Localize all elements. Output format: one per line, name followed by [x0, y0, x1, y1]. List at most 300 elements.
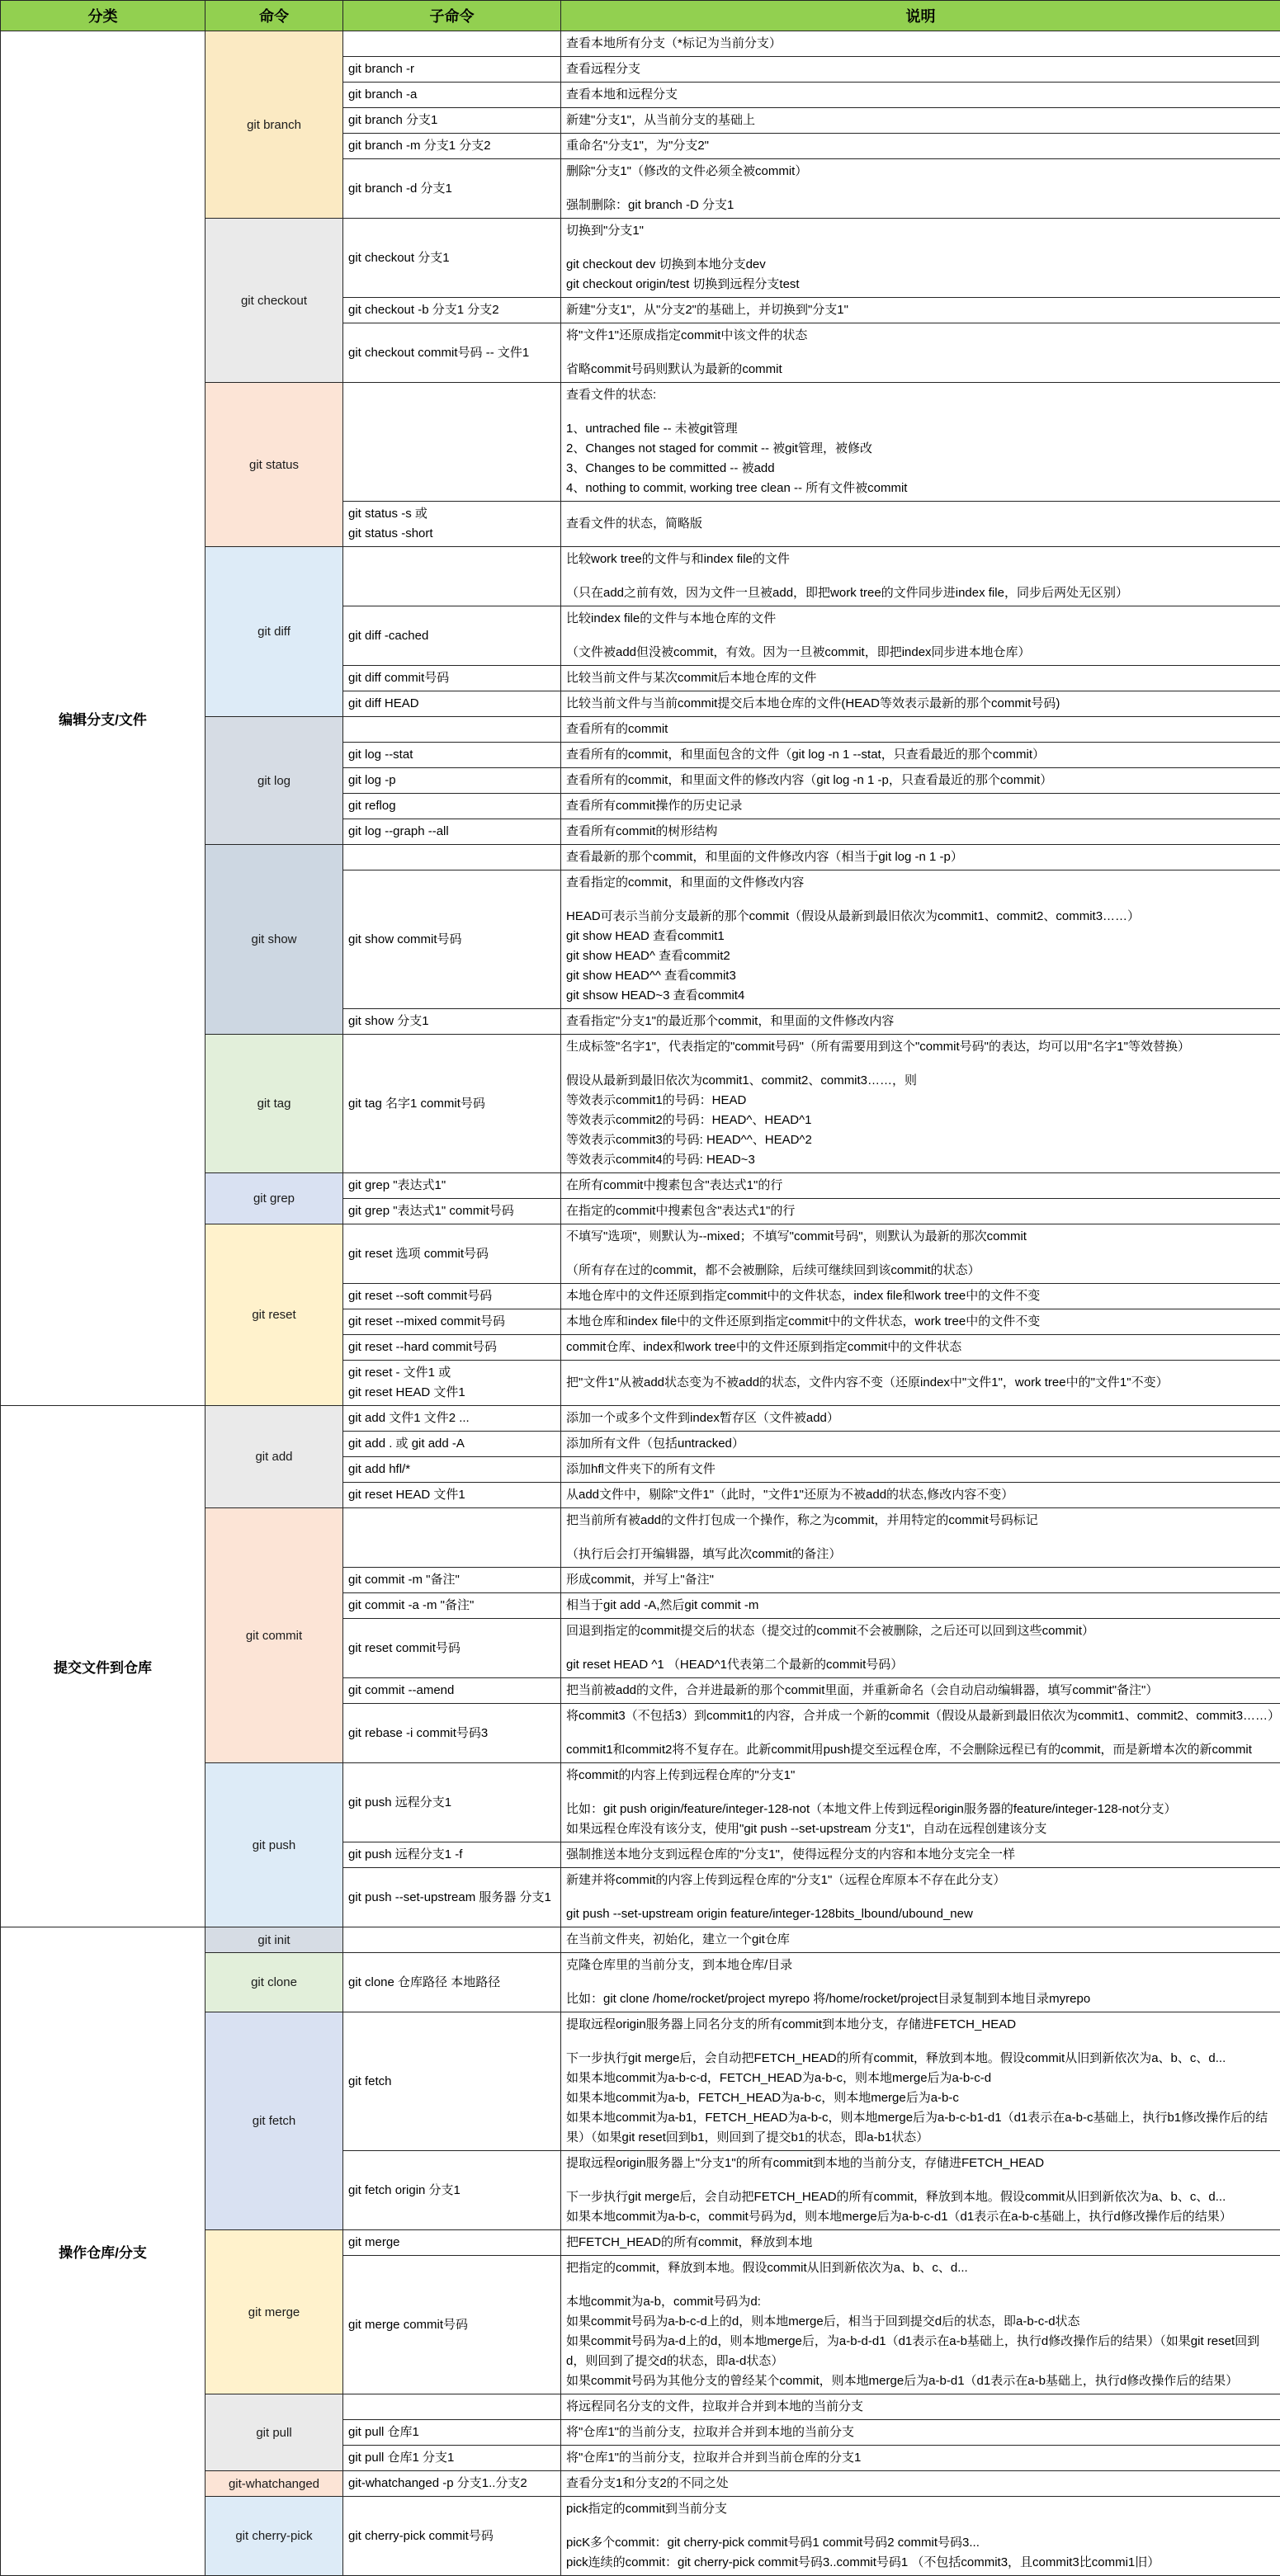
text-line: git add 文件1 文件2 ... [348, 1408, 555, 1428]
text-line: picK多个commit：git cherry-pick commit号码1 commit号码2 commit号码3... [566, 2533, 1275, 2553]
text-line: 新建并将commit的内容上传到远程仓库的"分支1"（远程仓库原本不存在此分支） [566, 1871, 1275, 1890]
text-line: 比较当前文件与某次commit后本地仓库的文件 [566, 668, 1275, 688]
subcommand-cell[interactable] [343, 1284, 561, 1309]
text-line: 本地仓库和index file中的文件还原到指定commit中的文件状态，work tree中的文件不变 [566, 1312, 1275, 1332]
description-cell[interactable] [561, 691, 1280, 717]
subcommand-cell[interactable] [343, 2420, 561, 2446]
description-cell[interactable] [561, 1199, 1280, 1224]
description-cell[interactable] [561, 1432, 1280, 1457]
subcommand-cell[interactable] [343, 1432, 561, 1457]
text-line: 新建"分支1"，从"分支2"的基础上，并切换到"分支1" [566, 300, 1275, 320]
description-cell[interactable] [561, 845, 1280, 870]
text-line: 等效表示commit4的号码: HEAD~3 [566, 1150, 1275, 1170]
text-line: 在所有commit中搜素包含"表达式1"的行 [566, 1176, 1275, 1196]
subcommand-cell[interactable] [343, 1035, 561, 1173]
description-cell[interactable] [561, 298, 1280, 323]
text-line: git merge [348, 2233, 555, 2253]
subcommand-cell[interactable] [343, 691, 561, 717]
text-line [566, 1247, 1275, 1261]
text-line: HEAD可表示当前分支最新的那个commit（假设从最新到最旧依次为commit1、commit2、commit3……） [566, 907, 1275, 927]
description-cell[interactable] [561, 2420, 1280, 2446]
command-cell[interactable]: git add [205, 1406, 343, 1508]
text-line: 添加所有文件（包括untracked） [566, 1434, 1275, 1454]
text-line: git clone 仓库路径 本地路径 [348, 1973, 555, 1993]
text-line: 4、nothing to commit, working tree clean -- 所有文件被commit [566, 479, 1275, 498]
description-cell[interactable] [561, 83, 1280, 108]
text-line: 本地仓库中的文件还原到指定commit中的文件状态，index file和work tree中的文件不变 [566, 1286, 1275, 1306]
subcommand-cell[interactable] [343, 1224, 561, 1284]
text-line: 删除"分支1"（修改的文件必须全被commit） [566, 162, 1275, 182]
description-cell[interactable] [561, 1335, 1280, 1361]
subcommand-cell[interactable] [343, 1593, 561, 1619]
description-cell[interactable] [561, 1678, 1280, 1704]
description-cell[interactable] [561, 1704, 1280, 1763]
text-line [566, 2278, 1275, 2292]
command-cell[interactable]: git fetch [205, 2012, 343, 2230]
text-line: git commit -m "备注" [348, 1570, 555, 1590]
text-line: git grep "表达式1" [348, 1176, 555, 1196]
command-cell[interactable]: git cherry-pick [205, 2497, 343, 2576]
description-cell[interactable] [561, 1868, 1280, 1927]
text-line: git tag 名字1 commit号码 [348, 1094, 555, 1114]
text-line: 如果本地commit为a-b1，FETCH_HEAD为a-b-c，则本地merge后为a-b-c-b1-d1（d1表示在a-b-c基础上，执行b1修改操作后的结果）（如果git reset回到b1，则回到了提交b1的状态，即a-b1状态） [566, 2108, 1275, 2148]
text-line [566, 1890, 1275, 1904]
text-line: 下一步执行git merge后，会自动把FETCH_HEAD的所有commit，释放到本地。假设commit从旧到新依次为a、b、c、d... [566, 2187, 1275, 2207]
text-line: git log --stat [348, 745, 555, 765]
text-line: git branch -r [348, 59, 555, 79]
subcommand-cell[interactable] [343, 108, 561, 134]
subcommand-cell[interactable] [343, 2256, 561, 2394]
description-cell[interactable] [561, 1619, 1280, 1678]
subcommand-cell[interactable] [343, 794, 561, 819]
description-cell[interactable] [561, 1406, 1280, 1432]
text-line: 如果commit号码为其他分支的曾经某个commit，则本地merge后为a-b-d1（d1表示在a-b基础上，执行d修改操作后的结果） [566, 2371, 1275, 2391]
text-line: git push --set-upstream origin feature/integer-128bits_lbound/ubound_new [566, 1904, 1275, 1924]
text-line: git checkout -b 分支1 分支2 [348, 300, 555, 320]
text-line: 等效表示commit3的号码: HEAD^^、HEAD^2 [566, 1130, 1275, 1150]
text-line [566, 1786, 1275, 1800]
text-line: 在当前文件夹，初始化，建立一个git仓库 [566, 1930, 1275, 1950]
command-cell[interactable]: git diff [205, 547, 343, 717]
table-row [1, 31, 1280, 57]
text-line: 将"文件1"还原成指定commit中该文件的状态 [566, 326, 1275, 346]
subcommand-cell[interactable] [343, 1457, 561, 1483]
text-line: git reset HEAD 文件1 [348, 1383, 555, 1403]
text-line: git diff HEAD [348, 694, 555, 714]
subcommand-cell[interactable] [343, 768, 561, 794]
description-cell[interactable] [561, 1224, 1280, 1284]
text-line: git rebase -i commit号码3 [348, 1724, 555, 1743]
subcommand-cell[interactable] [343, 2471, 561, 2497]
text-line: 将commit3（不包括3）到commit1的内容，合并成一个新的commit（假设从最新到最旧依次为commit1、commit2、commit3……） [566, 1706, 1275, 1726]
text-line: 将"仓库1"的当前分支，拉取并合并到当前仓库的分支1 [566, 2448, 1275, 2468]
text-line: 在指定的commit中搜素包含"表达式1"的行 [566, 1201, 1275, 1221]
text-line [566, 1726, 1275, 1740]
text-line [566, 1057, 1275, 1071]
command-cell[interactable]: git init [205, 1927, 343, 1953]
subcommand-cell[interactable] [343, 1568, 561, 1593]
description-cell[interactable] [561, 2012, 1280, 2151]
command-cell[interactable]: git commit [205, 1508, 343, 1763]
text-line: 相当于git add -A,然后git commit -m [566, 1596, 1275, 1616]
text-line: commit1和commit2将不复存在。此新commit用push提交至远程仓库，不会删除远程已有的commit，而是新增本次的新commit [566, 1740, 1275, 1760]
text-line: 提取远程origin服务器上同名分支的所有commit到本地分支，存储进FETCH_HEAD [566, 2015, 1275, 2035]
text-line: 回退到指定的commit提交后的状态（提交过的commit不会被删除，之后还可以回到这些commit） [566, 1621, 1275, 1641]
text-line: git diff -cached [348, 626, 555, 646]
description-cell[interactable] [561, 1361, 1280, 1406]
subcommand-cell[interactable] [343, 1173, 561, 1199]
text-line: 把当前所有被add的文件打包成一个操作，称之为commit，并用特定的commit号码标记 [566, 1511, 1275, 1531]
text-line: git commit --amend [348, 1681, 555, 1701]
text-line: pick指定的commit到当前分支 [566, 2499, 1275, 2519]
subcommand-cell[interactable] [343, 666, 561, 691]
description-cell[interactable] [561, 57, 1280, 83]
text-line: 如果commit号码为a-b-c-d上的d，则本地merge后，相当于回到提交d后的状态，即a-b-c-d状态 [566, 2312, 1275, 2332]
text-line [566, 241, 1275, 255]
subcommand-cell[interactable] [343, 1406, 561, 1432]
text-line: 强制删除：git branch -D 分支1 [566, 196, 1275, 215]
description-cell[interactable] [561, 502, 1280, 547]
text-line: 将commit的内容上传到远程仓库的"分支1" [566, 1766, 1275, 1786]
text-line: 查看本地和远程分支 [566, 85, 1275, 105]
text-line: 3、Changes to be committed -- 被add [566, 459, 1275, 479]
category-cell[interactable]: 操作仓库/分支 [1, 1927, 205, 2576]
text-line: 查看远程分支 [566, 59, 1275, 79]
header-cell-subcommand[interactable]: 子命令 [343, 1, 561, 31]
text-line: 把指定的commit，释放到本地。假设commit从旧到新依次为a、b、c、d... [566, 2258, 1275, 2278]
description-cell[interactable] [561, 1009, 1280, 1035]
subcommand-cell[interactable] [343, 717, 561, 743]
text-line: git branch 分支1 [348, 111, 555, 130]
text-line: 查看文件的状态: [566, 385, 1275, 405]
description-cell[interactable] [561, 31, 1280, 57]
text-line: git checkout commit号码 -- 文件1 [348, 343, 555, 363]
text-line [566, 2035, 1275, 2049]
category-cell[interactable]: 提交文件到仓库 [1, 1406, 205, 1927]
text-line: 查看最新的那个commit，和里面的文件修改内容（相当于git log -n 1 -p） [566, 847, 1275, 867]
text-line [566, 405, 1275, 419]
description-cell[interactable] [561, 323, 1280, 383]
text-line: git fetch [348, 2072, 555, 2092]
table-body [1, 31, 1280, 2576]
subcommand-cell[interactable] [343, 1868, 561, 1927]
text-line: commit仓库、index和work tree中的文件还原到指定commit中的文件状态 [566, 1338, 1275, 1357]
text-line: git show HEAD^^ 查看commit3 [566, 966, 1275, 986]
text-line: git reset - 文件1 或 [348, 1363, 555, 1383]
command-cell[interactable]: git merge [205, 2230, 343, 2394]
text-line: 将"仓库1"的当前分支，拉取并合并到本地的当前分支 [566, 2423, 1275, 2442]
text-line: 比较work tree的文件与和index file的文件 [566, 550, 1275, 569]
description-cell[interactable] [561, 159, 1280, 219]
text-line: git checkout dev 切换到本地分支dev [566, 255, 1275, 275]
header-cell-command[interactable]: 命令 [205, 1, 343, 31]
text-line: 查看文件的状态，简略版 [566, 514, 1275, 534]
description-cell[interactable] [561, 108, 1280, 134]
subcommand-cell[interactable] [343, 1763, 561, 1842]
text-line: git reset --soft commit号码 [348, 1286, 555, 1306]
text-line: 强制推送本地分支到远程仓库的"分支1"，使得远程分支的内容和本地分支完全一样 [566, 1845, 1275, 1865]
text-line [566, 1975, 1275, 1989]
command-cell[interactable]: git reset [205, 1224, 343, 1406]
description-cell[interactable] [561, 2446, 1280, 2471]
text-line: git show 分支1 [348, 1012, 555, 1031]
description-cell[interactable] [561, 2394, 1280, 2420]
text-line: 查看所有的commit [566, 719, 1275, 739]
text-line: （执行后会打开编辑器，填写此次commit的备注） [566, 1545, 1275, 1564]
description-cell[interactable] [561, 717, 1280, 743]
text-line: 查看所有的commit，和里面文件的修改内容（git log -n 1 -p，只查看最近的那个commit） [566, 771, 1275, 790]
text-line: 查看分支1和分支2的不同之处 [566, 2474, 1275, 2493]
text-line [566, 182, 1275, 196]
text-line: （只在add之前有效，因为文件一旦被add，即把work tree的文件同步进index file，同步后两处无区别） [566, 583, 1275, 603]
subcommand-cell[interactable] [343, 2151, 561, 2230]
command-cell[interactable]: git show [205, 845, 343, 1035]
description-cell[interactable] [561, 1309, 1280, 1335]
command-cell[interactable]: git pull [205, 2394, 343, 2471]
description-cell[interactable] [561, 1568, 1280, 1593]
subcommand-cell[interactable] [343, 2394, 561, 2420]
text-line: git reset HEAD 文件1 [348, 1485, 555, 1505]
text-line: git status -s 或 [348, 504, 555, 524]
subcommand-cell[interactable] [343, 383, 561, 502]
description-cell[interactable] [561, 666, 1280, 691]
text-line: git-whatchanged -p 分支1..分支2 [348, 2474, 555, 2493]
text-line: git branch -d 分支1 [348, 179, 555, 199]
description-cell[interactable] [561, 134, 1280, 159]
description-cell[interactable] [561, 768, 1280, 794]
header-cell-category[interactable]: 分类 [1, 1, 205, 31]
description-cell[interactable] [561, 1508, 1280, 1568]
text-line: git checkout 分支1 [348, 248, 555, 268]
text-line: 如果本地commit为a-b，FETCH_HEAD为a-b-c，则本地merge后为a-b-c [566, 2088, 1275, 2108]
description-cell[interactable] [561, 1173, 1280, 1199]
description-cell[interactable] [561, 2230, 1280, 2256]
description-cell[interactable] [561, 219, 1280, 298]
text-line [566, 1641, 1275, 1655]
text-line: 把当前被add的文件，合并进最新的那个commit里面，并重新命名（会自动启动编辑器，填写commit"备注"） [566, 1681, 1275, 1701]
text-line: git merge commit号码 [348, 2315, 555, 2335]
command-cell[interactable]: git log [205, 717, 343, 845]
command-cell[interactable]: git checkout [205, 219, 343, 383]
subcommand-cell[interactable] [343, 819, 561, 845]
text-line: 省略commit号码则默认为最新的commit [566, 360, 1275, 380]
text-line: git push 远程分支1 [348, 1793, 555, 1813]
text-line: git log -p [348, 771, 555, 790]
subcommand-cell[interactable] [343, 1842, 561, 1868]
description-cell[interactable] [561, 383, 1280, 502]
text-line: git branch -m 分支1 分支2 [348, 136, 555, 156]
text-line: 本地commit为a-b，commit号码为d: [566, 2292, 1275, 2312]
text-line: git pull 仓库1 [348, 2423, 555, 2442]
text-line: 如果commit号码为a-d上的d，则本地merge后，为a-b-d-d1（d1表示在a-b基础上，执行d修改操作后的结果）（如果git reset回到d，则回到了提交d的状态，即a-d状态） [566, 2332, 1275, 2371]
table-row [1, 1927, 1280, 1953]
subcommand-cell[interactable] [343, 845, 561, 870]
text-line: （文件被add但没被commit，有效。因为一旦被commit，即把index同步进本地仓库） [566, 643, 1275, 663]
text-line: git push 远程分支1 -f [348, 1845, 555, 1865]
subcommand-cell[interactable] [343, 1927, 561, 1953]
text-line: 如果本地commit为a-b-c，commit号码为d，则本地merge后为a-b-c-d1（d1表示在a-b-c基础上，执行d修改操作后的结果） [566, 2207, 1275, 2227]
command-cell[interactable]: git-whatchanged [205, 2471, 343, 2497]
text-line: git reset --hard commit号码 [348, 1338, 555, 1357]
text-line: git show HEAD^ 查看commit2 [566, 946, 1275, 966]
subcommand-cell[interactable] [343, 2446, 561, 2471]
text-line: git status -short [348, 524, 555, 544]
text-line: 比较当前文件与当前commit提交后本地仓库的文件(HEAD等效表示最新的那个commit号码) [566, 694, 1275, 714]
command-cell[interactable]: git branch [205, 31, 343, 219]
subcommand-cell[interactable] [343, 606, 561, 666]
subcommand-cell[interactable] [343, 57, 561, 83]
text-line: 形成commit，并写上"备注" [566, 1570, 1275, 1590]
text-line: git reset 选项 commit号码 [348, 1244, 555, 1264]
text-line: 提取远程origin服务器上"分支1"的所有commit到本地的当前分支，存储进FETCH_HEAD [566, 2154, 1275, 2173]
text-line: git reflog [348, 796, 555, 816]
text-line: git diff commit号码 [348, 668, 555, 688]
text-line: 把FETCH_HEAD的所有commit，释放到本地 [566, 2233, 1275, 2253]
subcommand-cell[interactable] [343, 547, 561, 606]
text-line: 添加一个或多个文件到index暂存区（文件被add） [566, 1408, 1275, 1428]
text-line: 查看指定的commit，和里面的文件修改内容 [566, 873, 1275, 893]
subcommand-cell[interactable] [343, 502, 561, 547]
text-line [566, 2173, 1275, 2187]
category-cell[interactable]: 编辑分支/文件 [1, 31, 205, 1406]
text-line: 如果远程仓库没有该分支，使用"git push --set-upstream 分支1"，自动在远程创建该分支 [566, 1819, 1275, 1839]
text-line: （所有存在过的commit，都不会被删除，后续可继续回到该commit的状态） [566, 1261, 1275, 1281]
text-line: 如果本地commit为a-b-c-d，FETCH_HEAD为a-b-c，则本地merge后为a-b-c-d [566, 2069, 1275, 2088]
text-line: git branch -a [348, 85, 555, 105]
subcommand-cell[interactable] [343, 743, 561, 768]
description-cell[interactable] [561, 2151, 1280, 2230]
subcommand-cell[interactable] [343, 2497, 561, 2576]
description-cell[interactable] [561, 1457, 1280, 1483]
subcommand-cell[interactable] [343, 1335, 561, 1361]
description-cell[interactable] [561, 606, 1280, 666]
text-line: 重命名"分支1"，为"分支2" [566, 136, 1275, 156]
subcommand-cell[interactable] [343, 1009, 561, 1035]
description-cell[interactable] [561, 2256, 1280, 2394]
text-line: git add . 或 git add -A [348, 1434, 555, 1454]
text-line [566, 1531, 1275, 1545]
table-row [1, 1406, 1280, 1432]
description-cell[interactable] [561, 2471, 1280, 2497]
text-line: 等效表示commit2的号码：HEAD^、HEAD^1 [566, 1111, 1275, 1130]
text-line [566, 629, 1275, 643]
subcommand-cell[interactable] [343, 1678, 561, 1704]
text-line: git pull 仓库1 分支1 [348, 2448, 555, 2468]
text-line: 将远程同名分支的文件，拉取并合并到本地的当前分支 [566, 2397, 1275, 2417]
subcommand-cell[interactable] [343, 1508, 561, 1568]
description-cell[interactable] [561, 870, 1280, 1009]
text-line: 查看所有的commit，和里面包含的文件（git log -n 1 --stat，只查看最近的那个commit） [566, 745, 1275, 765]
text-line: pick连续的commit：git cherry-pick commit号码3..commit号码1 （不包括commit3，且commit3比commi1旧） [566, 2553, 1275, 2573]
text-line: 比如：git clone /home/rocket/project myrepo 将/home/rocket/project目录复制到本地目录myrepo [566, 1989, 1275, 2009]
subcommand-cell[interactable] [343, 134, 561, 159]
description-cell[interactable] [561, 1927, 1280, 1953]
text-line: 从add文件中，剔除"文件1"（此时，"文件1"还原为不被add的状态,修改内容不变） [566, 1485, 1275, 1505]
description-cell[interactable] [561, 794, 1280, 819]
subcommand-cell[interactable] [343, 1704, 561, 1763]
text-line: 把"文件1"从被add状态变为不被add的状态，文件内容不变（还原index中"文件1"，work tree中的"文件1"不变） [566, 1373, 1275, 1393]
text-line: git reset --mixed commit号码 [348, 1312, 555, 1332]
text-line: 切换到"分支1" [566, 221, 1275, 241]
subcommand-cell[interactable] [343, 1361, 561, 1406]
description-cell[interactable] [561, 2497, 1280, 2576]
description-cell[interactable] [561, 1593, 1280, 1619]
text-line [566, 569, 1275, 583]
subcommand-cell[interactable] [343, 1309, 561, 1335]
subcommand-cell[interactable] [343, 1199, 561, 1224]
text-line: git fetch origin 分支1 [348, 2181, 555, 2201]
text-line: 查看指定"分支1"的最近那个commit，和里面的文件修改内容 [566, 1012, 1275, 1031]
text-line: git shsow HEAD~3 查看commit4 [566, 986, 1275, 1006]
subcommand-cell[interactable] [343, 2230, 561, 2256]
text-line: 新建"分支1"，从当前分支的基础上 [566, 111, 1275, 130]
text-line: 1、untrached file -- 未被git管理 [566, 419, 1275, 439]
text-line: 查看本地所有分支（*标记为当前分支） [566, 34, 1275, 54]
description-cell[interactable] [561, 1035, 1280, 1173]
description-cell[interactable] [561, 1763, 1280, 1842]
description-cell[interactable] [561, 1953, 1280, 2012]
subcommand-cell[interactable] [343, 870, 561, 1009]
text-line: 添加hfl文件夹下的所有文件 [566, 1460, 1275, 1479]
command-cell[interactable]: git status [205, 383, 343, 547]
text-line [566, 893, 1275, 907]
description-cell[interactable] [561, 819, 1280, 845]
text-line: 比如：git push origin/feature/integer-128-not（本地文件上传到远程origin服务器的feature/integer-128-not分支） [566, 1800, 1275, 1819]
description-cell[interactable] [561, 1483, 1280, 1508]
subcommand-cell[interactable] [343, 1953, 561, 2012]
subcommand-cell[interactable] [343, 1483, 561, 1508]
subcommand-cell[interactable] [343, 159, 561, 219]
text-line: 不填写"选项"，则默认为--mixed；不填写"commit号码"，则默认为最新的那次commit [566, 1227, 1275, 1247]
subcommand-cell[interactable] [343, 2012, 561, 2151]
description-cell[interactable] [561, 547, 1280, 606]
text-line: 2、Changes not staged for commit -- 被git管理，被修改 [566, 439, 1275, 459]
header-row [1, 1, 1280, 31]
text-line: 假设从最新到最旧依次为commit1、commit2、commit3……，则 [566, 1071, 1275, 1091]
text-line: git push --set-upstream 服务器 分支1 [348, 1888, 555, 1908]
subcommand-cell[interactable] [343, 219, 561, 298]
text-line: git cherry-pick commit号码 [348, 2526, 555, 2546]
text-line: 生成标签"名字1"，代表指定的"commit号码"（所有需要用到这个"commit号码"的表达，均可以用"名字1"等效替换） [566, 1037, 1275, 1057]
command-cell[interactable]: git push [205, 1763, 343, 1927]
text-line: git add hfl/* [348, 1460, 555, 1479]
description-cell[interactable] [561, 1842, 1280, 1868]
command-cell[interactable]: git tag [205, 1035, 343, 1173]
text-line: git reset commit号码 [348, 1639, 555, 1658]
header-cell-description[interactable]: 说明 [561, 1, 1280, 31]
text-line [566, 2519, 1275, 2533]
description-cell[interactable] [561, 743, 1280, 768]
subcommand-cell[interactable] [343, 1619, 561, 1678]
text-line: git grep "表达式1" commit号码 [348, 1201, 555, 1221]
command-cell[interactable]: git grep [205, 1173, 343, 1224]
text-line: git show commit号码 [348, 930, 555, 950]
text-line: 克隆仓库里的当前分支，到本地仓库/目录 [566, 1956, 1275, 1975]
subcommand-cell[interactable] [343, 323, 561, 383]
description-cell[interactable] [561, 1284, 1280, 1309]
subcommand-cell[interactable] [343, 298, 561, 323]
command-cell[interactable]: git clone [205, 1953, 343, 2012]
text-line: git log --graph --all [348, 822, 555, 842]
subcommand-cell[interactable] [343, 83, 561, 108]
text-line [566, 346, 1275, 360]
text-line: 查看所有commit操作的历史记录 [566, 796, 1275, 816]
text-line: 查看所有commit的树形结构 [566, 822, 1275, 842]
text-line: git checkout origin/test 切换到远程分支test [566, 275, 1275, 295]
text-line: 等效表示commit1的号码：HEAD [566, 1091, 1275, 1111]
text-line: git reset HEAD ^1 （HEAD^1代表第二个最新的commit号码） [566, 1655, 1275, 1675]
subcommand-cell[interactable] [343, 31, 561, 57]
